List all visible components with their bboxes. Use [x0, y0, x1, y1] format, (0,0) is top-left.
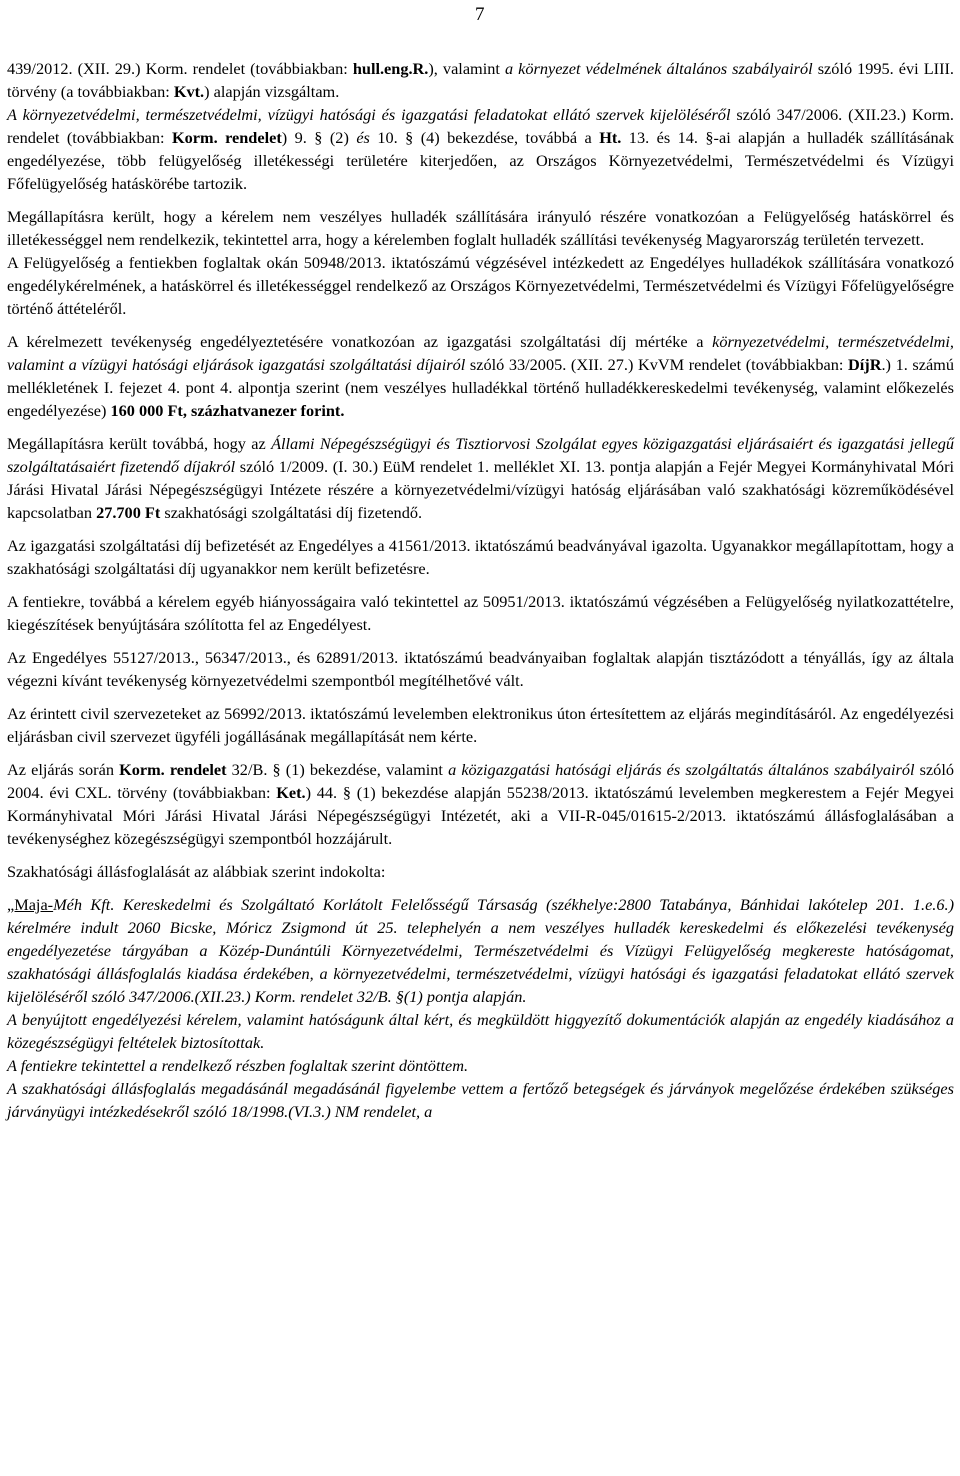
paragraph-p03	[7, 205, 954, 251]
paragraph-p15	[7, 1054, 954, 1077]
paragraph-p05	[7, 330, 954, 422]
text-run: szóló 1/2009. (I. 30.) EüM rendelet 1. melléklet XI. 13. pontja alapján a Fejér Megyei Kormányhivatal Móri Járási Hivatal Járási Népegészségügyi Intézete részére a környezetvédelmi/vízügyi hatóság eljárásában való szakhatósági közreműködésével kapcsolatban	[7, 457, 955, 522]
paragraph-p12	[7, 860, 954, 883]
text-run: Az érintett civil szervezeteket az 56992/2013. iktatószámú levelemben elektronikus úton értesítettem az eljárás megindításáról. Az engedélyezési eljárásban civil szervezet ügyféli jogállásának megállapítását nem kérte.	[7, 704, 954, 746]
paragraph-p01	[7, 57, 954, 103]
text-run: Állami Népegészségügyi és Tisztiorvosi Szolgálat egyes közigazgatási eljárásaiért és igazgatási jellegű szolgáltatásaiért fizetendő díjakról	[7, 434, 954, 476]
text-run: Az igazgatási szolgáltatási díj befizetését az Engedélyes a 41561/2013. iktatószámú beadványával igazolta. Ugyanakkor megállapítottam, hogy a szakhatósági szolgáltatási díj ugyanakkor nem került befizetésre.	[7, 536, 954, 578]
text-run: hull.eng.R.	[352, 59, 429, 78]
text-run: Az Engedélyes 55127/2013., 56347/2013., és 62891/2013. iktatószámú beadványaiban foglaltak alapján tisztázódott a tényállás, így az általa végezni kívánt tevékenység környezetvédelmi szempontból megítélhetővé vált.	[7, 648, 954, 690]
text-run: szóló 1995. évi LIII. törvény (a továbbiakban:	[7, 59, 955, 101]
text-run: ) alapján vizsgáltam.	[204, 82, 340, 101]
paragraph-p11	[7, 758, 954, 850]
text-run: A fentiekre, továbbá a kérelem egyéb hiányosságaira való tekintettel az 50951/2013. iktatószámú végzésében a Felügyelőség nyilatkozattételre, kiegészítések benyújtására szólította fel az Engedélyest.	[7, 592, 954, 634]
text-run: A szakhatósági állásfoglalás megadásánál megadásánál figyelembe vettem a fertőző betegségek és járványok megelőzése érdekében szükséges járványügyi intézkedésekről szóló 18/1998.(VI.3.) NM rendelet, a	[7, 1079, 954, 1121]
text-run: Korm. rendelet	[119, 760, 227, 779]
page-number: 7	[475, 4, 485, 25]
text-run: Kvt.	[173, 82, 205, 101]
text-run: A környezetvédelmi, természetvédelmi, vízügyi hatósági és igazgatási feladatokat ellátó szervek kijelöléséről	[7, 105, 731, 124]
paragraph-p07	[7, 534, 954, 580]
text-run: 27.700 Ft	[96, 503, 161, 522]
paragraph-p16	[7, 1077, 954, 1123]
text-run: a közigazgatási hatósági eljárás és szolgáltatás általános szabályairól	[448, 760, 915, 779]
document-body	[7, 57, 954, 1123]
text-run: Szakhatósági állásfoglalását az alábbiak szerint indokolta:	[7, 862, 386, 881]
text-run: Megállapításra került, hogy a kérelem nem veszélyes hulladék szállítására irányuló részére vonatkozóan a Felügyelőség hatáskörrel és illetékességgel nem rendelkezik, tekintettel arra, hogy a kérelemben foglalt hulladék szállítási tevékenység Magyarország területén tervezett.	[7, 207, 954, 249]
paragraph-p14	[7, 1008, 954, 1054]
text-run: 439/2012. (XII. 29.) Korm. rendelet (továbbiakban:	[7, 59, 353, 78]
text-run: 32/B. § (1) bekezdése, valamint	[226, 760, 449, 779]
paragraph-p09	[7, 646, 954, 692]
paragraph-p04	[7, 251, 954, 320]
text-run: szóló 2004. évi CXL. törvény (továbbiakban:	[7, 760, 954, 802]
paragraph-p13	[7, 893, 954, 1008]
text-run: Megállapításra került továbbá, hogy az	[7, 434, 272, 453]
paragraph-p06	[7, 432, 954, 524]
text-run: és	[356, 128, 370, 147]
text-run: Méh Kft. Kereskedelmi és Szolgáltató Korlátolt Felelősségű Társaság (székhelye:2800 Tatabánya, Bánhidai lakótelep 201. 1.e.6.) kérelmére indult 2060 Bicske, Móricz Zsigmond út 25. telephelyén a nem veszélyes hulladék kereskedelmi és előkezelési tevékenység engedélyezetése tárgyában a Közép-Dunántúli Környezetvédelmi, Természetvédelmi és Vízügyi Felügyelőség megkereste hatóságomat, szakhatósági állásfoglalás kiadása érdekében, a környezetvédelmi, természetvédelmi, vízügyi hatósági és igazgatási feladatokat ellátó szervek kijelöléséről szóló 347/2006.(XII.23.) Korm. rendelet 32/B. §(1) pontja alapján.	[7, 895, 954, 1006]
text-run: környezetvédelmi, természetvédelmi, valamint a vízügyi hatósági eljárások igazgatási szolgáltatási díjairól	[7, 332, 954, 374]
text-run: 160 000 Ft, százhatvanezer forint.	[110, 401, 345, 420]
text-run: A fentiekre tekintettel a rendelkező részben foglaltak szerint döntöttem.	[7, 1056, 469, 1075]
text-run: 10. § (4) bekezdése, továbbá a	[369, 128, 600, 147]
paragraph-p10	[7, 702, 954, 748]
text-run: ) 9. § (2)	[281, 128, 357, 147]
text-run: szakhatósági szolgáltatási díj fizetendő.	[160, 503, 423, 522]
text-run: szóló 33/2005. (XII. 27.) KvVM rendelet (továbbiakban:	[465, 355, 849, 374]
text-run: .) 1. számú mellékletének I. fejezet 4. pont 4. alpontja szerint (nem veszélyes hulladékkal történő hulladékkereskedelmi tevékenység, valamint előkezelés engedélyezése)	[7, 355, 954, 420]
text-run: szóló 347/2006. (XII.23.) Korm. rendelet (továbbiakban:	[7, 105, 955, 147]
text-run: DíjR	[848, 355, 882, 374]
text-run: A kérelmezett tevékenység engedélyeztetésére vonatkozóan az igazgatási szolgáltatási díj mértéke a	[7, 332, 713, 351]
text-run: „Maja-	[7, 895, 54, 914]
text-run: Ket.	[276, 783, 306, 802]
text-run: 13. és 14. §-ai alapján a hulladék szállításának engedélyezése, több felügyelőség illetékességi területére kiterjedően, az Országos Környezetvédelmi, Természetvédelmi és Vízügyi Főfelügyelőség hatáskörébe tartozik.	[7, 128, 954, 193]
paragraph-p08	[7, 590, 954, 636]
text-run: Korm. rendelet	[171, 128, 282, 147]
text-run: A Felügyelőség a fentiekben foglaltak okán 50948/2013. iktatószámú végzésével intézkedett az Engedélyes hulladékok szállítására vonatkozó engedélykérelmének, a hatáskörrel és illetékességgel rendelkező az Országos Környezetvédelmi, Természetvédelmi és Vízügyi Főfelügyelőségre történő áttételéről.	[7, 253, 954, 318]
text-run: ), valamint	[428, 59, 505, 78]
text-run: Az eljárás során	[7, 760, 120, 779]
text-run: A benyújtott engedélyezési kérelem, valamint hatóságunk által kért, és megküldött higgyezítő dokumentációk alapján az engedély kiadásához a közegészségügyi feltételek biztosítottak.	[7, 1010, 954, 1052]
paragraph-p02	[7, 103, 954, 195]
text-run: Ht.	[599, 128, 622, 147]
text-run: ) 44. § (1) bekezdése alapján 55238/2013. iktatószámú levelemben megkerestem a Fejér Megyei Kormányhivatal Móri Járási Hivatal Járási Népegészségügyi Intézetét, aki a VII-R-045/01615-2/2013. iktatószámú állásfoglalásában a tevékenységhez közegészségügyi szempontból hozzájárult.	[7, 783, 954, 848]
text-run: a környezet védelmének általános szabályairól	[504, 59, 813, 78]
